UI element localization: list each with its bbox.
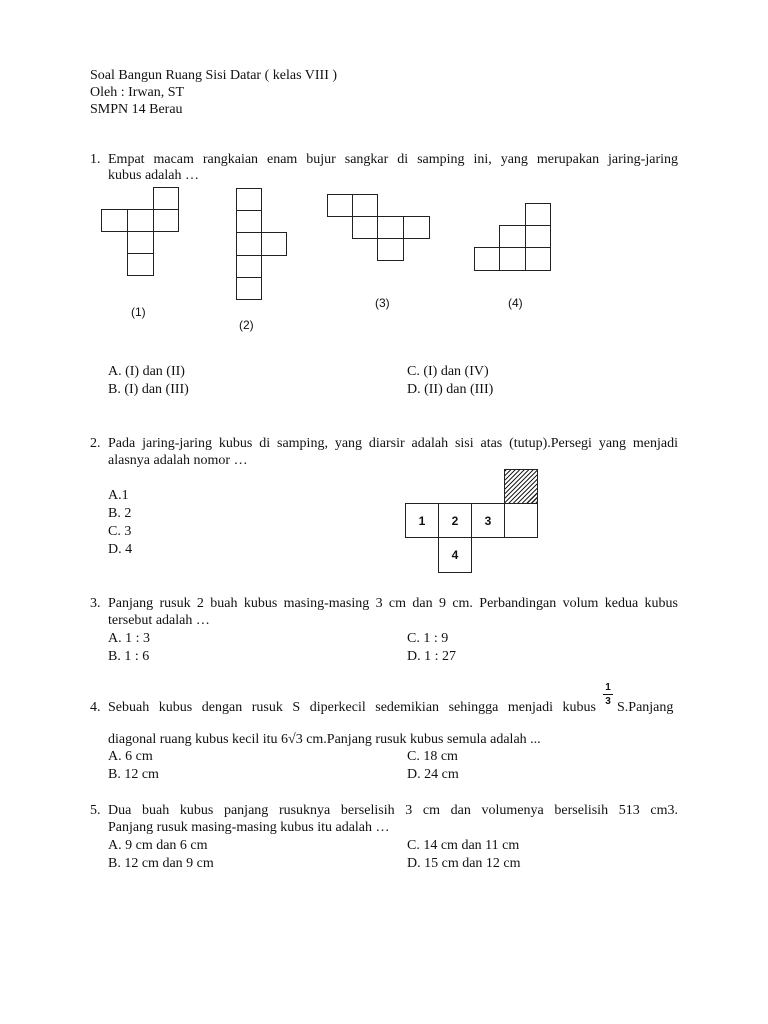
q4-fraction-numerator: 1 — [605, 682, 611, 693]
q4-option-d[interactable]: D. 24 cm — [407, 767, 459, 782]
q3-option-d[interactable]: D. 1 : 27 — [407, 649, 456, 664]
q3-text-line2: tersebut adalah … — [108, 613, 210, 628]
q4-option-a[interactable]: A. 6 cm — [108, 749, 153, 764]
net-square — [525, 203, 551, 226]
q1-figure-label-2: (2) — [239, 318, 254, 332]
q4-option-b[interactable]: B. 12 cm — [108, 767, 159, 782]
q5-option-b[interactable]: B. 12 cm dan 9 cm — [108, 856, 214, 871]
q2-option-a[interactable]: A.1 — [108, 488, 129, 503]
net-square — [499, 225, 526, 248]
q1-figure-label-1: (1) — [131, 305, 146, 319]
q2-option-b[interactable]: B. 2 — [108, 506, 132, 521]
net-square-2: 2 — [438, 503, 472, 538]
q2-option-d[interactable]: D. 4 — [108, 542, 133, 557]
q4-text-line1: Sebuah kubus dengan rusuk S diperkecil sedemikian sehingga menjadi kubus — [108, 700, 596, 715]
net-square — [236, 255, 262, 278]
net-square — [352, 216, 378, 239]
q5-option-a[interactable]: A. 9 cm dan 6 cm — [108, 838, 208, 853]
q2-option-c[interactable]: C. 3 — [108, 524, 132, 539]
net-square — [236, 188, 262, 211]
net-square — [101, 209, 128, 232]
q4-text-line1-end: S.Panjang — [617, 700, 674, 715]
net-square — [153, 209, 179, 232]
q5-option-c[interactable]: C. 14 cm dan 11 cm — [407, 838, 520, 853]
net-square — [327, 194, 353, 217]
header-school: SMPN 14 Berau — [90, 102, 183, 117]
header-title: Soal Bangun Ruang Sisi Datar ( kelas VIII ) — [90, 68, 338, 83]
q3-text-line1: Panjang rusuk 2 buah kubus masing-masing 3 cm dan 9 cm. Perbandingan volum kedua kubus — [108, 596, 678, 611]
net-square — [474, 247, 500, 271]
q3-option-c[interactable]: C. 1 : 9 — [407, 631, 449, 646]
q1-option-a[interactable]: A. (I) dan (II) — [108, 364, 185, 379]
net-square — [236, 232, 262, 256]
q1-option-b[interactable]: B. (I) dan (III) — [108, 382, 189, 397]
net-square — [352, 194, 378, 217]
q5-number: 5. — [90, 803, 101, 818]
net-square — [127, 231, 154, 254]
q3-number: 3. — [90, 596, 101, 611]
net-square — [236, 277, 262, 300]
q2-text-line2: alasnya adalah nomor … — [108, 453, 248, 468]
q2-number: 2. — [90, 436, 101, 451]
net-square — [499, 247, 526, 271]
q1-option-c[interactable]: C. (I) dan (IV) — [407, 364, 489, 379]
net-square — [504, 503, 538, 538]
net-square — [525, 247, 551, 271]
q1-figure-label-3: (3) — [375, 296, 390, 310]
net-square — [261, 232, 287, 256]
net-square — [127, 209, 154, 232]
header-author: Oleh : Irwan, ST — [90, 85, 185, 100]
q4-text-line2: diagonal ruang kubus kecil itu 6√3 cm.Panjang rusuk kubus semula adalah ... — [108, 732, 541, 747]
q4-fraction-denominator: 3 — [605, 696, 611, 707]
net-square — [525, 225, 551, 248]
q1-option-d[interactable]: D. (II) dan (III) — [407, 382, 494, 397]
net-square — [403, 216, 430, 239]
q3-option-b[interactable]: B. 1 : 6 — [108, 649, 150, 664]
q1-figure-label-4: (4) — [508, 296, 523, 310]
net-square — [153, 187, 179, 210]
q5-text-line2: Panjang rusuk masing-masing kubus itu adalah … — [108, 820, 390, 835]
net-square — [377, 238, 404, 261]
q5-option-d[interactable]: D. 15 cm dan 12 cm — [407, 856, 521, 871]
net-square-3: 3 — [471, 503, 505, 538]
net-square-1: 1 — [405, 503, 439, 538]
hatched-top-square — [504, 469, 538, 504]
net-square — [236, 210, 262, 233]
q4-option-c[interactable]: C. 18 cm — [407, 749, 458, 764]
q2-text-line1: Pada jaring-jaring kubus di samping, yang diarsir adalah sisi atas (tutup).Persegi yang menjadi — [108, 436, 678, 451]
net-square — [377, 216, 404, 239]
q1-number: 1. — [90, 152, 101, 167]
q1-text-line2: kubus adalah … — [108, 168, 199, 183]
q4-fraction-bar — [603, 694, 613, 695]
net-square — [127, 253, 154, 276]
net-square-4: 4 — [438, 537, 472, 573]
q1-text-line1: Empat macam rangkaian enam bujur sangkar di samping ini, yang merupakan jaring-jaring — [108, 152, 678, 167]
q5-text-line1: Dua buah kubus panjang rusuknya berselisih 3 cm dan volumenya berselisih 513 cm3. — [108, 803, 678, 818]
q4-number: 4. — [90, 700, 101, 715]
q3-option-a[interactable]: A. 1 : 3 — [108, 631, 150, 646]
